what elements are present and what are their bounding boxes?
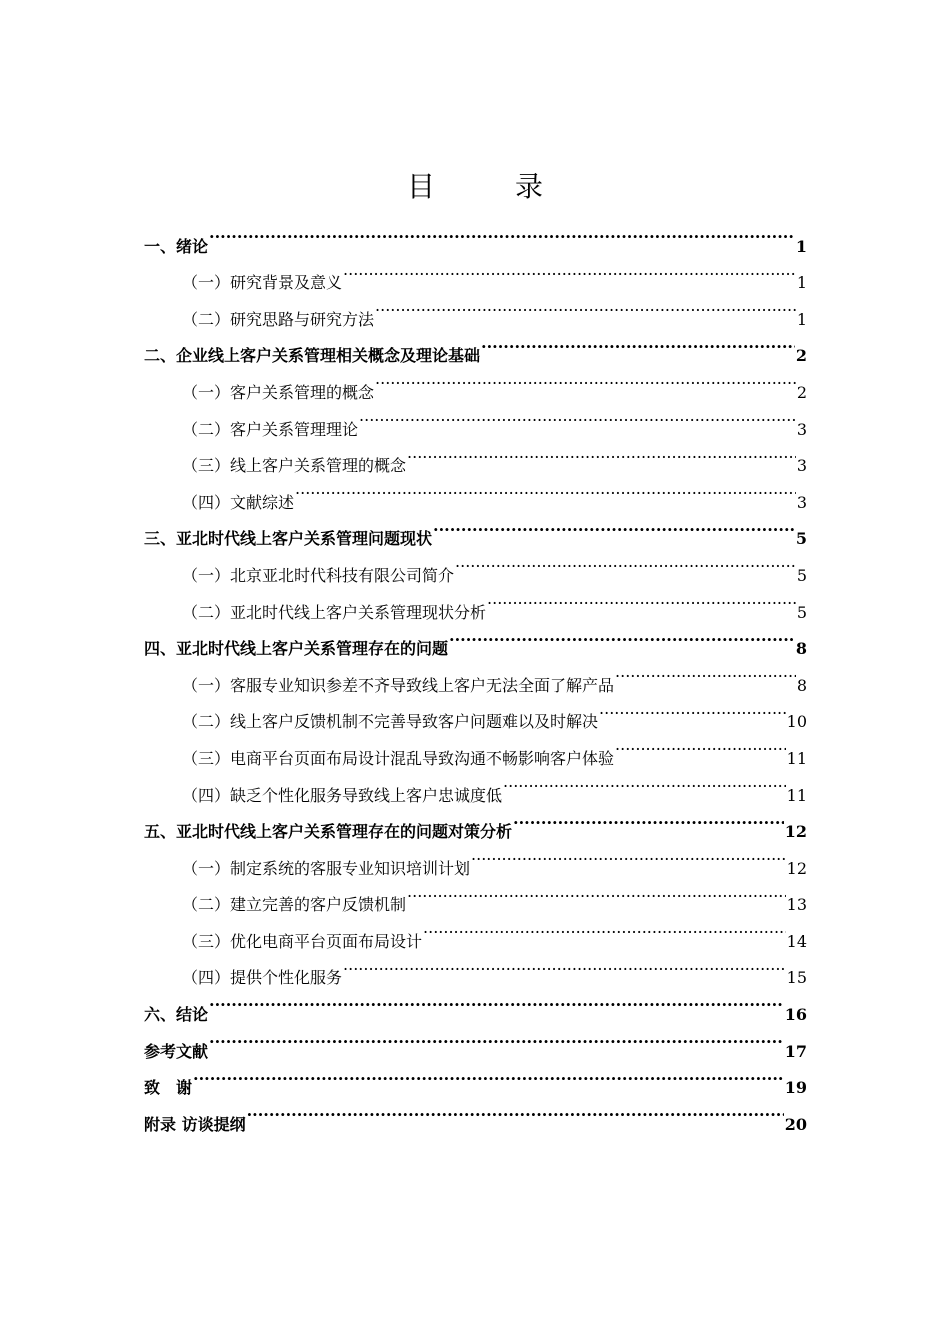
toc-page-number: 1 — [796, 273, 807, 293]
toc-chapter-entry — [144, 983, 807, 1025]
toc-page-number: 1 — [796, 309, 807, 329]
toc-chapter-entry — [144, 1057, 807, 1098]
toc-page-number: 5 — [795, 529, 807, 549]
toc-page-number: 1 — [795, 236, 807, 256]
toc-entry-label: （一）客户关系管理的概念 — [182, 382, 375, 402]
toc-entry-label: 参考文献 — [144, 1041, 209, 1061]
toc-dot-leader — [615, 727, 786, 764]
toc-section-entry — [144, 252, 807, 293]
toc-entry-label: （三）线上客户关系管理的概念 — [182, 456, 407, 476]
toc-dot-leader — [471, 837, 786, 874]
toc-dot-leader — [481, 325, 795, 362]
toc-page-number: 10 — [786, 712, 807, 732]
toc-entry-label: 附录 访谈提纲 — [144, 1114, 246, 1134]
toc-chapter-entry — [144, 1093, 807, 1134]
toc-dot-leader — [615, 654, 796, 691]
toc-page-number: 19 — [784, 1078, 807, 1098]
toc-page-number: 2 — [796, 382, 807, 402]
toc-dot-leader — [599, 691, 786, 728]
toc-page-number: 12 — [784, 822, 807, 842]
toc-page-number: 12 — [786, 858, 807, 878]
toc-page-number: 3 — [796, 492, 807, 512]
toc-page-number: 13 — [786, 895, 807, 915]
toc-entry-label: （一）制定系统的客服专业知识培训计划 — [182, 858, 471, 878]
toc-dot-leader — [455, 544, 796, 581]
toc-page-number: 14 — [786, 931, 807, 951]
toc-dot-leader — [513, 801, 784, 838]
toc-page-number: 17 — [784, 1041, 807, 1061]
toc-entry-label: 四、亚北时代线上客户关系管理存在的问题 — [144, 639, 449, 659]
toc-entry-label: （二）研究思路与研究方法 — [182, 309, 375, 329]
toc-dot-leader — [503, 764, 786, 801]
toc-dot-leader — [449, 618, 795, 655]
toc-entry-label: （二）客户关系管理理论 — [182, 419, 359, 439]
toc-dot-leader — [433, 508, 795, 545]
toc-chapter-entry — [144, 1020, 807, 1061]
toc-chapter-entry — [144, 215, 807, 256]
toc-dot-leader — [193, 1057, 784, 1094]
toc-page-number: 2 — [795, 346, 807, 366]
toc-dot-leader — [209, 1020, 784, 1057]
toc-page-number: 5 — [796, 565, 807, 585]
toc-dot-leader — [343, 252, 796, 289]
toc-page-number: 15 — [786, 968, 807, 988]
page-title: 目 录 — [406, 169, 569, 203]
toc-dot-leader — [423, 910, 786, 947]
toc-entry-label: 六、结论 — [144, 1005, 209, 1025]
toc-entry-label: 五、亚北时代线上客户关系管理存在的问题对策分析 — [144, 822, 513, 842]
toc-entry-label: （四）提供个性化服务 — [182, 968, 343, 988]
toc-dot-leader — [375, 288, 796, 325]
table-of-contents — [144, 215, 807, 1134]
toc-page-number: 11 — [786, 785, 807, 805]
toc-page-number: 3 — [796, 456, 807, 476]
toc-entry-label: （四）文献综述 — [182, 492, 295, 512]
toc-entry-label: （三）电商平台页面布局设计混乱导致沟通不畅影响客户体验 — [182, 748, 615, 768]
toc-dot-leader — [209, 215, 795, 252]
toc-page-number: 8 — [796, 675, 807, 695]
toc-entry-label: （一）客服专业知识参差不齐导致线上客户无法全面了解产品 — [182, 675, 615, 695]
toc-dot-leader — [343, 947, 786, 984]
toc-dot-leader — [407, 874, 786, 911]
toc-page-number: 20 — [784, 1114, 807, 1134]
toc-entry-label: （二）线上客户反馈机制不完善导致客户问题难以及时解决 — [182, 712, 599, 732]
toc-entry-label: （一）研究背景及意义 — [182, 273, 343, 293]
toc-dot-leader — [209, 983, 784, 1020]
toc-dot-leader — [247, 1093, 784, 1130]
toc-dot-leader — [375, 361, 796, 398]
toc-dot-leader — [487, 581, 796, 618]
toc-page-number: 8 — [795, 639, 807, 659]
toc-entry-label: （三）优化电商平台页面布局设计 — [182, 931, 423, 951]
toc-entry-label: 一、绪论 — [144, 236, 209, 256]
toc-entry-label: 三、亚北时代线上客户关系管理问题现状 — [144, 529, 433, 549]
toc-dot-leader — [295, 471, 796, 508]
toc-entry-label: 二、企业线上客户关系管理相关概念及理论基础 — [144, 346, 481, 366]
toc-entry-label: （二）建立完善的客户反馈机制 — [182, 895, 407, 915]
toc-entry-label: （一）北京亚北时代科技有限公司简介 — [182, 565, 455, 585]
toc-entry-label: （四）缺乏个性化服务导致线上客户忠诚度低 — [182, 785, 503, 805]
toc-dot-leader — [359, 398, 796, 435]
toc-page-number: 11 — [786, 748, 807, 768]
toc-page-number: 16 — [784, 1005, 807, 1025]
toc-entry-label: （二）亚北时代线上客户关系管理现状分析 — [182, 602, 487, 622]
toc-page-number: 3 — [796, 419, 807, 439]
toc-page-number: 5 — [796, 602, 807, 622]
toc-entry-label: 致 谢 — [144, 1078, 193, 1098]
toc-dot-leader — [407, 435, 796, 472]
